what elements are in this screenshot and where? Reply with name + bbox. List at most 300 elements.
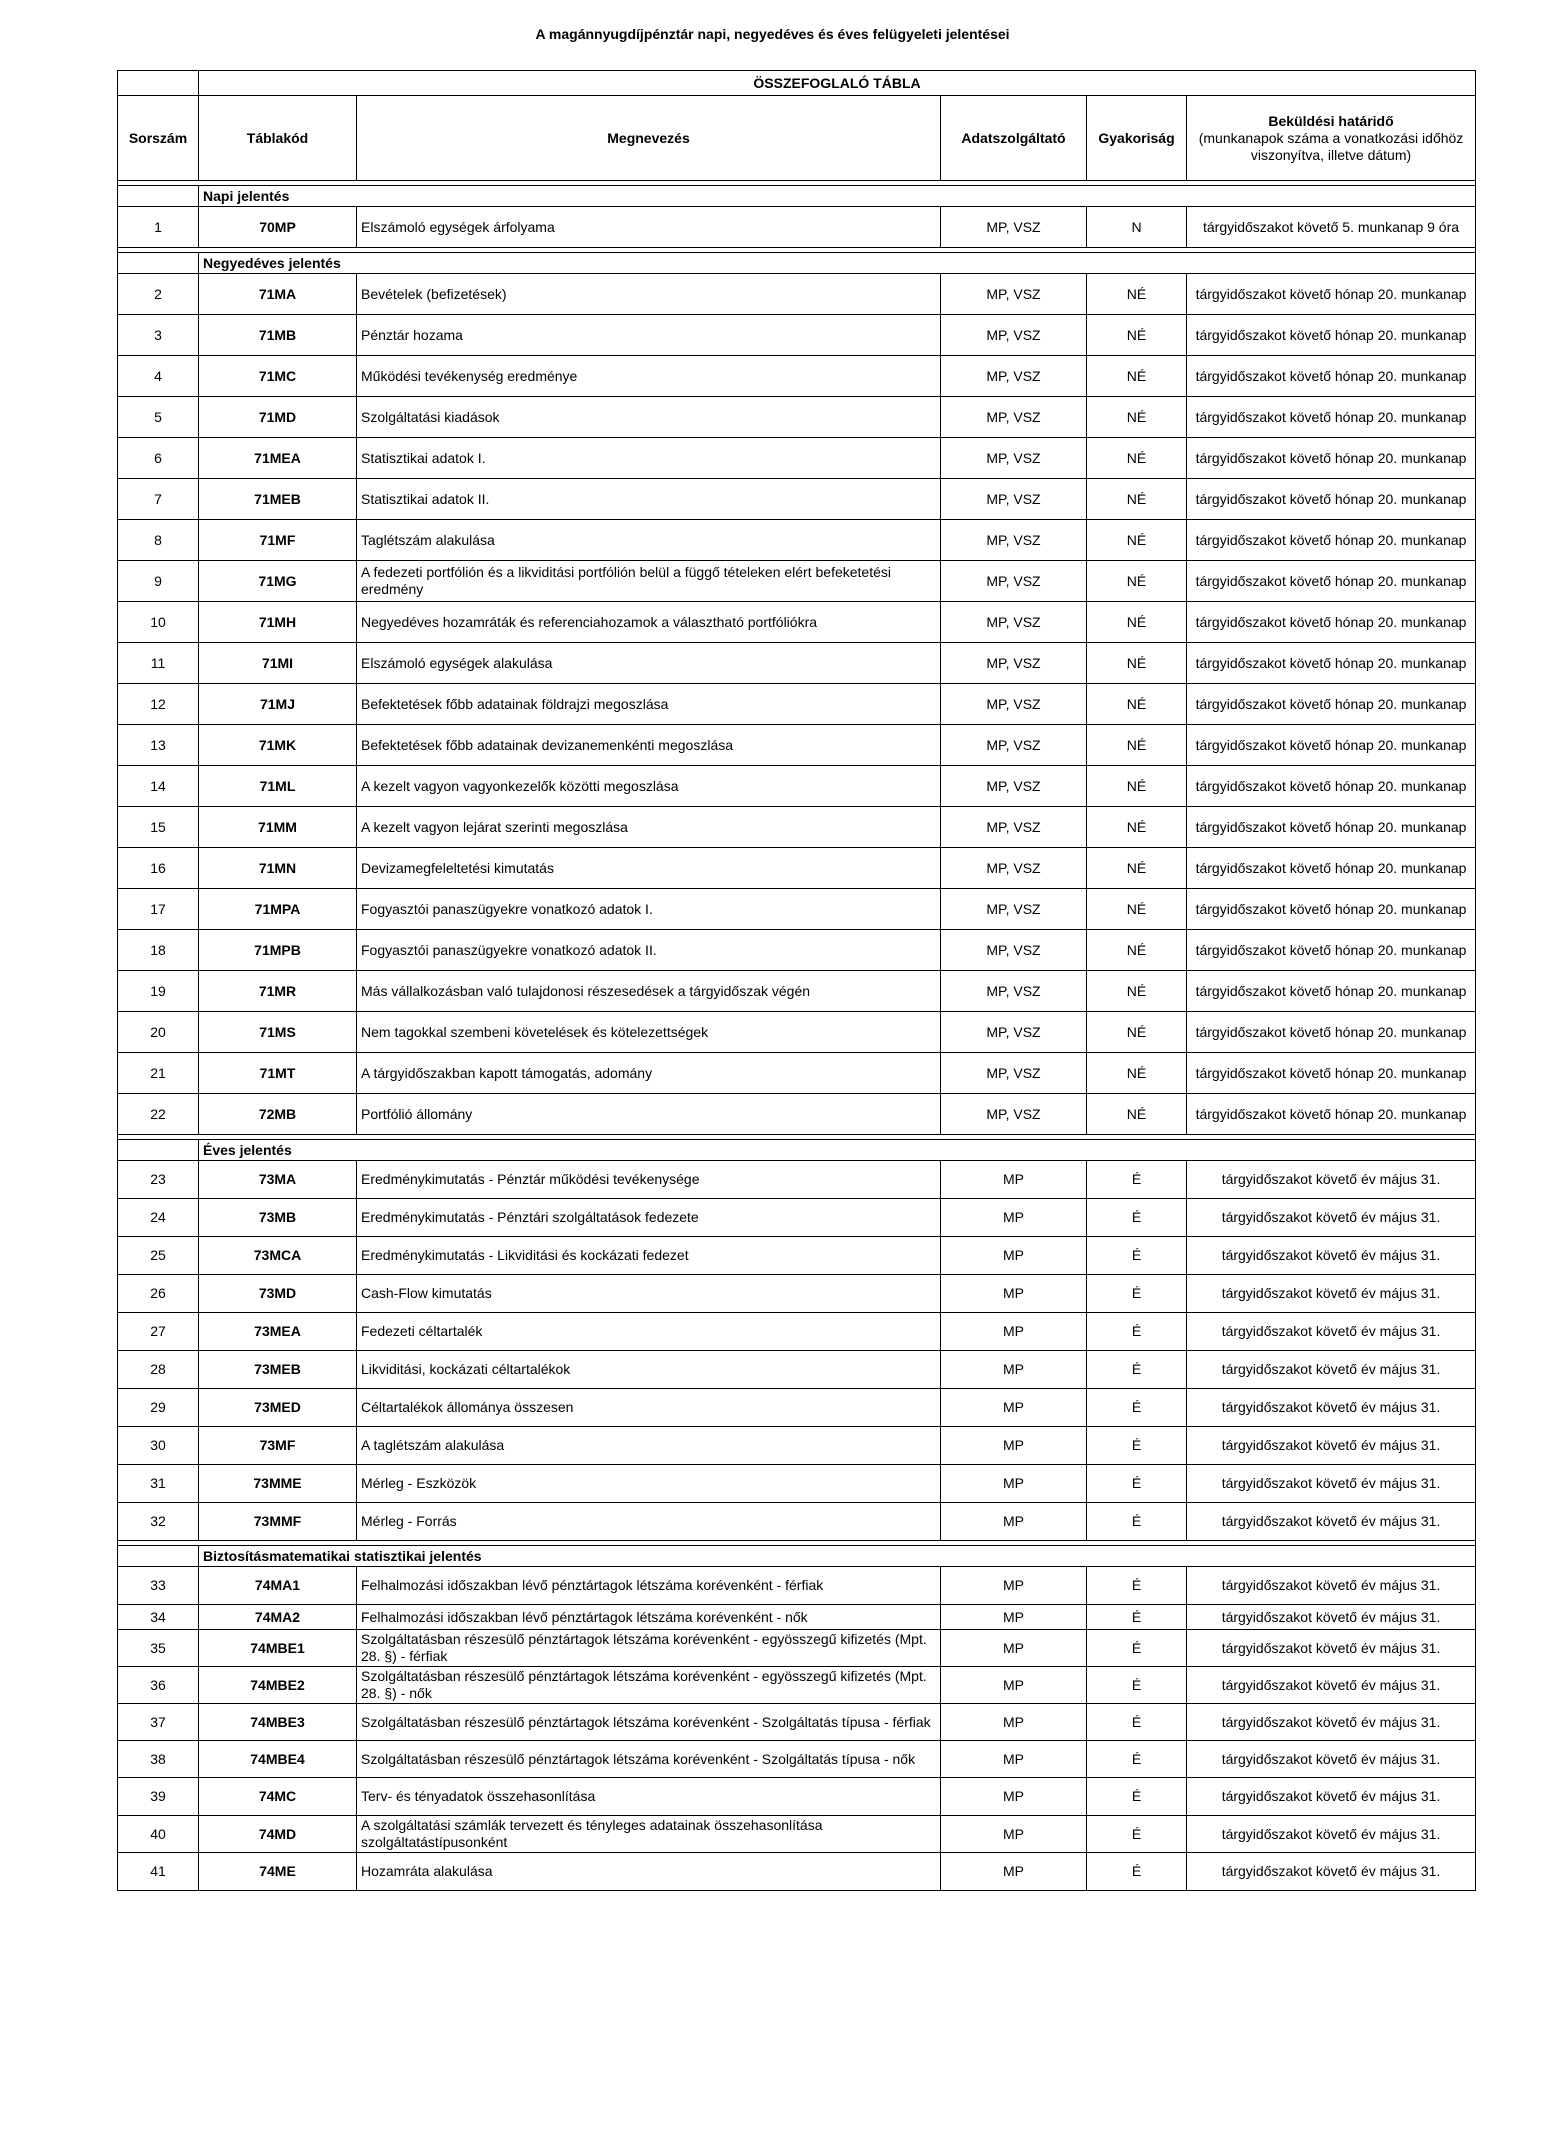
col-header-gyakorisag: Gyakoriság — [1087, 96, 1187, 181]
table-code: 71MEA — [199, 438, 357, 479]
col-header-megnevezes: Megnevezés — [357, 96, 941, 181]
data-provider: MP, VSZ — [941, 1012, 1087, 1053]
table-row — [118, 1816, 1476, 1853]
data-provider: MP, VSZ — [941, 848, 1087, 889]
submission-deadline: tárgyidőszakot követő év május 31. — [1187, 1704, 1476, 1741]
row-number: 19 — [118, 971, 199, 1012]
row-number: 18 — [118, 930, 199, 971]
report-name: Eredménykimutatás - Likviditási és kockázati fedezet — [357, 1237, 941, 1275]
table-code: 73MEA — [199, 1313, 357, 1351]
submission-deadline: tárgyidőszakot követő hónap 20. munkanap — [1187, 356, 1476, 397]
data-provider: MP — [941, 1704, 1087, 1741]
row-number: 9 — [118, 561, 199, 602]
frequency: É — [1087, 1313, 1187, 1351]
table-row — [118, 1778, 1476, 1816]
frequency: NÉ — [1087, 274, 1187, 315]
report-name: Statisztikai adatok II. — [357, 479, 941, 520]
table-row — [118, 1605, 1476, 1630]
data-provider: MP, VSZ — [941, 766, 1087, 807]
frequency: NÉ — [1087, 520, 1187, 561]
table-code: 71MEB — [199, 479, 357, 520]
table-row — [118, 397, 1476, 438]
submission-deadline: tárgyidőszakot követő év május 31. — [1187, 1313, 1476, 1351]
frequency: É — [1087, 1816, 1187, 1853]
report-name: Fogyasztói panaszügyekre vonatkozó adatok II. — [357, 930, 941, 971]
report-name: Bevételek (befizetések) — [357, 274, 941, 315]
table-code: 74MA1 — [199, 1567, 357, 1605]
submission-deadline: tárgyidőszakot követő év május 31. — [1187, 1567, 1476, 1605]
row-number: 5 — [118, 397, 199, 438]
data-provider: MP, VSZ — [941, 684, 1087, 725]
row-number: 35 — [118, 1630, 199, 1667]
row-number: 15 — [118, 807, 199, 848]
row-number: 7 — [118, 479, 199, 520]
submission-deadline: tárgyidőszakot követő hónap 20. munkanap — [1187, 971, 1476, 1012]
table-code: 71MA — [199, 274, 357, 315]
report-name: A fedezeti portfólión és a likviditási portfólión belül a függő tételeken elért befeketetési eredmény — [357, 561, 941, 602]
table-row — [118, 356, 1476, 397]
data-provider: MP, VSZ — [941, 930, 1087, 971]
data-provider: MP — [941, 1237, 1087, 1275]
row-number: 22 — [118, 1094, 199, 1135]
report-name: Pénztár hozama — [357, 315, 941, 356]
table-row — [118, 1389, 1476, 1427]
frequency: É — [1087, 1199, 1187, 1237]
frequency: É — [1087, 1605, 1187, 1630]
data-provider: MP, VSZ — [941, 274, 1087, 315]
submission-deadline: tárgyidőszakot követő hónap 20. munkanap — [1187, 889, 1476, 930]
table-code: 71MF — [199, 520, 357, 561]
row-number: 26 — [118, 1275, 199, 1313]
frequency: NÉ — [1087, 438, 1187, 479]
row-number: 34 — [118, 1605, 199, 1630]
data-provider: MP, VSZ — [941, 438, 1087, 479]
row-number: 21 — [118, 1053, 199, 1094]
column-header-row — [118, 96, 1476, 181]
report-name: Céltartalékok állománya összesen — [357, 1389, 941, 1427]
table-code: 74ME — [199, 1853, 357, 1891]
row-number: 40 — [118, 1816, 199, 1853]
table-code: 72MB — [199, 1094, 357, 1135]
report-name: Eredménykimutatás - Pénztár működési tevékenysége — [357, 1161, 941, 1199]
row-number: 10 — [118, 602, 199, 643]
frequency: NÉ — [1087, 479, 1187, 520]
data-provider: MP — [941, 1630, 1087, 1667]
frequency: É — [1087, 1161, 1187, 1199]
report-name: Mérleg - Forrás — [357, 1503, 941, 1541]
table-code: 71MJ — [199, 684, 357, 725]
row-number: 6 — [118, 438, 199, 479]
report-name: Mérleg - Eszközök — [357, 1465, 941, 1503]
frequency: NÉ — [1087, 356, 1187, 397]
data-provider: MP, VSZ — [941, 356, 1087, 397]
table-row — [118, 1053, 1476, 1094]
submission-deadline: tárgyidőszakot követő év május 31. — [1187, 1161, 1476, 1199]
row-number: 4 — [118, 356, 199, 397]
data-provider: MP, VSZ — [941, 315, 1087, 356]
table-row — [118, 1275, 1476, 1313]
frequency: NÉ — [1087, 766, 1187, 807]
submission-deadline: tárgyidőszakot követő hónap 20. munkanap — [1187, 1012, 1476, 1053]
submission-deadline: tárgyidőszakot követő év május 31. — [1187, 1275, 1476, 1313]
submission-deadline: tárgyidőszakot követő hónap 20. munkanap — [1187, 397, 1476, 438]
table-code: 71MPA — [199, 889, 357, 930]
table-row — [118, 1503, 1476, 1541]
table-code: 73MED — [199, 1389, 357, 1427]
data-provider: MP, VSZ — [941, 807, 1087, 848]
data-provider: MP — [941, 1667, 1087, 1704]
table-code: 74MBE1 — [199, 1630, 357, 1667]
row-number: 25 — [118, 1237, 199, 1275]
table-row — [118, 1741, 1476, 1778]
report-name: A taglétszám alakulása — [357, 1427, 941, 1465]
submission-deadline: tárgyidőszakot követő év május 31. — [1187, 1389, 1476, 1427]
section-title: Éves jelentés — [199, 1140, 1476, 1161]
submission-deadline: tárgyidőszakot követő 5. munkanap 9 óra — [1187, 207, 1476, 248]
col-header-sorszam: Sorszám — [118, 96, 199, 181]
report-name: Hozamráta alakulása — [357, 1853, 941, 1891]
section-title: Napi jelentés — [199, 186, 1476, 207]
row-number: 14 — [118, 766, 199, 807]
row-number: 3 — [118, 315, 199, 356]
report-name: Működési tevékenység eredménye — [357, 356, 941, 397]
data-provider: MP, VSZ — [941, 1094, 1087, 1135]
row-number: 1 — [118, 207, 199, 248]
row-number: 31 — [118, 1465, 199, 1503]
table-code: 71MK — [199, 725, 357, 766]
row-number: 38 — [118, 1741, 199, 1778]
table-row — [118, 438, 1476, 479]
table-row — [118, 1199, 1476, 1237]
table-row — [118, 1094, 1476, 1135]
table-code: 73MME — [199, 1465, 357, 1503]
col-header-hatarido — [1187, 96, 1476, 181]
data-provider: MP, VSZ — [941, 889, 1087, 930]
submission-deadline: tárgyidőszakot követő hónap 20. munkanap — [1187, 1053, 1476, 1094]
summary-header-blank — [118, 71, 199, 96]
report-name: A szolgáltatási számlák tervezett és tényleges adatainak összehasonlítása szolgáltatástípusonként — [357, 1816, 941, 1853]
report-name: Eredménykimutatás - Pénztári szolgáltatások fedezete — [357, 1199, 941, 1237]
row-number: 20 — [118, 1012, 199, 1053]
summary-table — [117, 70, 1476, 1891]
data-provider: MP, VSZ — [941, 520, 1087, 561]
frequency: NÉ — [1087, 1053, 1187, 1094]
section-header-row — [118, 1140, 1476, 1161]
submission-deadline: tárgyidőszakot követő hónap 20. munkanap — [1187, 807, 1476, 848]
row-number: 17 — [118, 889, 199, 930]
data-provider: MP — [941, 1465, 1087, 1503]
report-name: Fogyasztói panaszügyekre vonatkozó adatok I. — [357, 889, 941, 930]
frequency: NÉ — [1087, 315, 1187, 356]
report-name: Taglétszám alakulása — [357, 520, 941, 561]
table-code: 74MBE2 — [199, 1667, 357, 1704]
data-provider: MP, VSZ — [941, 479, 1087, 520]
table-code: 71MB — [199, 315, 357, 356]
row-number: 39 — [118, 1778, 199, 1816]
table-row — [118, 1465, 1476, 1503]
summary-header-row — [118, 71, 1476, 96]
frequency: É — [1087, 1853, 1187, 1891]
submission-deadline: tárgyidőszakot követő hónap 20. munkanap — [1187, 930, 1476, 971]
table-row — [118, 1351, 1476, 1389]
data-provider: MP — [941, 1351, 1087, 1389]
frequency: É — [1087, 1237, 1187, 1275]
col-header-hatarido-note: (munkanapok száma a vonatkozási időhöz viszonyítva, illetve dátum) — [1198, 129, 1464, 163]
data-provider: MP — [941, 1503, 1087, 1541]
row-number: 24 — [118, 1199, 199, 1237]
table-row — [118, 1313, 1476, 1351]
report-name: Szolgáltatásban részesülő pénztártagok létszáma korévenként - Szolgáltatás típusa - férfiak — [357, 1704, 941, 1741]
table-row — [118, 930, 1476, 971]
report-name: Szolgáltatási kiadások — [357, 397, 941, 438]
frequency: N — [1087, 207, 1187, 248]
submission-deadline: tárgyidőszakot követő év május 31. — [1187, 1199, 1476, 1237]
data-provider: MP — [941, 1389, 1087, 1427]
frequency: NÉ — [1087, 1012, 1187, 1053]
table-code: 73MF — [199, 1427, 357, 1465]
frequency: É — [1087, 1503, 1187, 1541]
page-title: A magánnyugdíjpénztár napi, negyedéves és éves felügyeleti jelentései — [535, 26, 1010, 42]
report-name: Felhalmozási időszakban lévő pénztártagok létszáma korévenként - nők — [357, 1605, 941, 1630]
data-provider: MP, VSZ — [941, 971, 1087, 1012]
frequency: NÉ — [1087, 971, 1187, 1012]
submission-deadline: tárgyidőszakot követő év május 31. — [1187, 1605, 1476, 1630]
col-header-hatarido-title: Beküldési határidő — [1268, 112, 1394, 129]
frequency: NÉ — [1087, 848, 1187, 889]
table-row — [118, 1427, 1476, 1465]
submission-deadline: tárgyidőszakot követő év május 31. — [1187, 1351, 1476, 1389]
report-name: Statisztikai adatok I. — [357, 438, 941, 479]
section-header-row — [118, 186, 1476, 207]
submission-deadline: tárgyidőszakot követő hónap 20. munkanap — [1187, 643, 1476, 684]
submission-deadline: tárgyidőszakot követő év május 31. — [1187, 1667, 1476, 1704]
table-row — [118, 643, 1476, 684]
submission-deadline: tárgyidőszakot követő hónap 20. munkanap — [1187, 561, 1476, 602]
table-code: 71MM — [199, 807, 357, 848]
submission-deadline: tárgyidőszakot követő hónap 20. munkanap — [1187, 602, 1476, 643]
section-header-row — [118, 253, 1476, 274]
summary-title: ÖSSZEFOGLALÓ TÁBLA — [199, 71, 1476, 96]
table-code: 73MMF — [199, 1503, 357, 1541]
table-code: 73MCA — [199, 1237, 357, 1275]
section-header-blank — [118, 1140, 199, 1161]
table-row — [118, 479, 1476, 520]
table-code: 74MD — [199, 1816, 357, 1853]
frequency: É — [1087, 1465, 1187, 1503]
row-number: 13 — [118, 725, 199, 766]
section-title: Negyedéves jelentés — [199, 253, 1476, 274]
report-name: A tárgyidőszakban kapott támogatás, adomány — [357, 1053, 941, 1094]
report-name: Likviditási, kockázati céltartalékok — [357, 1351, 941, 1389]
table-row — [118, 561, 1476, 602]
frequency: NÉ — [1087, 602, 1187, 643]
table-row — [118, 848, 1476, 889]
section-header-blank — [118, 1546, 199, 1567]
table-code: 74MBE4 — [199, 1741, 357, 1778]
report-name: Elszámoló egységek árfolyama — [357, 207, 941, 248]
table-code: 71MR — [199, 971, 357, 1012]
report-name: Portfólió állomány — [357, 1094, 941, 1135]
frequency: É — [1087, 1630, 1187, 1667]
table-row — [118, 520, 1476, 561]
submission-deadline: tárgyidőszakot követő hónap 20. munkanap — [1187, 479, 1476, 520]
row-number: 36 — [118, 1667, 199, 1704]
table-code: 74MBE3 — [199, 1704, 357, 1741]
table-code: 71MPB — [199, 930, 357, 971]
frequency: É — [1087, 1351, 1187, 1389]
data-provider: MP, VSZ — [941, 602, 1087, 643]
table-row — [118, 684, 1476, 725]
data-provider: MP, VSZ — [941, 1053, 1087, 1094]
table-code: 71MH — [199, 602, 357, 643]
frequency: NÉ — [1087, 684, 1187, 725]
row-number: 16 — [118, 848, 199, 889]
data-provider: MP — [941, 1567, 1087, 1605]
submission-deadline: tárgyidőszakot követő év május 31. — [1187, 1816, 1476, 1853]
report-name: Szolgáltatásban részesülő pénztártagok létszáma korévenként - Szolgáltatás típusa - nők — [357, 1741, 941, 1778]
submission-deadline: tárgyidőszakot követő év május 31. — [1187, 1465, 1476, 1503]
submission-deadline: tárgyidőszakot követő hónap 20. munkanap — [1187, 438, 1476, 479]
submission-deadline: tárgyidőszakot követő év május 31. — [1187, 1741, 1476, 1778]
submission-deadline: tárgyidőszakot követő hónap 20. munkanap — [1187, 1094, 1476, 1135]
frequency: É — [1087, 1704, 1187, 1741]
row-number: 8 — [118, 520, 199, 561]
submission-deadline: tárgyidőszakot követő év május 31. — [1187, 1427, 1476, 1465]
report-name: Más vállalkozásban való tulajdonosi részesedések a tárgyidőszak végén — [357, 971, 941, 1012]
submission-deadline: tárgyidőszakot követő év május 31. — [1187, 1853, 1476, 1891]
frequency: É — [1087, 1427, 1187, 1465]
submission-deadline: tárgyidőszakot követő hónap 20. munkanap — [1187, 520, 1476, 561]
submission-deadline: tárgyidőszakot követő hónap 20. munkanap — [1187, 274, 1476, 315]
frequency: É — [1087, 1741, 1187, 1778]
data-provider: MP, VSZ — [941, 725, 1087, 766]
report-name: A kezelt vagyon lejárat szerinti megoszlása — [357, 807, 941, 848]
report-name: Terv- és tényadatok összehasonlítása — [357, 1778, 941, 1816]
report-name: Nem tagokkal szembeni követelések és kötelezettségek — [357, 1012, 941, 1053]
table-row — [118, 1161, 1476, 1199]
table-row — [118, 766, 1476, 807]
report-name: Szolgáltatásban részesülő pénztártagok létszáma korévenként - egyösszegű kifizetés (Mpt. 28. §) - nők — [357, 1667, 941, 1704]
report-name: Befektetések főbb adatainak földrajzi megoszlása — [357, 684, 941, 725]
data-provider: MP — [941, 1313, 1087, 1351]
row-number: 11 — [118, 643, 199, 684]
table-row — [118, 1237, 1476, 1275]
data-provider: MP — [941, 1199, 1087, 1237]
submission-deadline: tárgyidőszakot követő hónap 20. munkanap — [1187, 766, 1476, 807]
table-row — [118, 1630, 1476, 1667]
table-row — [118, 602, 1476, 643]
frequency: NÉ — [1087, 725, 1187, 766]
table-code: 71MC — [199, 356, 357, 397]
frequency: NÉ — [1087, 930, 1187, 971]
table-code: 71MN — [199, 848, 357, 889]
table-row — [118, 315, 1476, 356]
table-row — [118, 971, 1476, 1012]
table-row — [118, 207, 1476, 248]
table-row — [118, 725, 1476, 766]
data-provider: MP — [941, 1605, 1087, 1630]
table-code: 71MI — [199, 643, 357, 684]
section-header-row — [118, 1546, 1476, 1567]
data-provider: MP — [941, 1778, 1087, 1816]
data-provider: MP — [941, 1275, 1087, 1313]
report-name: Negyedéves hozamráták és referenciahozamok a választható portfóliókra — [357, 602, 941, 643]
section-title: Biztosításmatematikai statisztikai jelentés — [199, 1546, 1476, 1567]
table-row — [118, 1704, 1476, 1741]
frequency: É — [1087, 1567, 1187, 1605]
data-provider: MP — [941, 1816, 1087, 1853]
table-code: 71MG — [199, 561, 357, 602]
table-code: 71ML — [199, 766, 357, 807]
report-name: A kezelt vagyon vagyonkezelők közötti megoszlása — [357, 766, 941, 807]
frequency: NÉ — [1087, 561, 1187, 602]
report-name: Devizamegfeleltetési kimutatás — [357, 848, 941, 889]
frequency: É — [1087, 1275, 1187, 1313]
section-header-blank — [118, 186, 199, 207]
data-provider: MP, VSZ — [941, 207, 1087, 248]
data-provider: MP — [941, 1427, 1087, 1465]
table-code: 71MD — [199, 397, 357, 438]
row-number: 33 — [118, 1567, 199, 1605]
submission-deadline: tárgyidőszakot követő hónap 20. munkanap — [1187, 315, 1476, 356]
table-code: 74MA2 — [199, 1605, 357, 1630]
report-name: Szolgáltatásban részesülő pénztártagok létszáma korévenként - egyösszegű kifizetés (Mpt. 28. §) - férfiak — [357, 1630, 941, 1667]
table-row — [118, 1667, 1476, 1704]
row-number: 37 — [118, 1704, 199, 1741]
submission-deadline: tárgyidőszakot követő hónap 20. munkanap — [1187, 848, 1476, 889]
table-code: 71MT — [199, 1053, 357, 1094]
frequency: NÉ — [1087, 1094, 1187, 1135]
table-code: 74MC — [199, 1778, 357, 1816]
table-code: 71MS — [199, 1012, 357, 1053]
report-name: Cash-Flow kimutatás — [357, 1275, 941, 1313]
data-provider: MP, VSZ — [941, 397, 1087, 438]
frequency: NÉ — [1087, 397, 1187, 438]
frequency: É — [1087, 1667, 1187, 1704]
row-number: 2 — [118, 274, 199, 315]
table-code: 73MB — [199, 1199, 357, 1237]
row-number: 27 — [118, 1313, 199, 1351]
table-row — [118, 889, 1476, 930]
data-provider: MP — [941, 1741, 1087, 1778]
submission-deadline: tárgyidőszakot követő év május 31. — [1187, 1237, 1476, 1275]
section-header-blank — [118, 253, 199, 274]
row-number: 41 — [118, 1853, 199, 1891]
row-number: 30 — [118, 1427, 199, 1465]
submission-deadline: tárgyidőszakot követő év május 31. — [1187, 1630, 1476, 1667]
data-provider: MP, VSZ — [941, 561, 1087, 602]
frequency: NÉ — [1087, 643, 1187, 684]
data-provider: MP — [941, 1853, 1087, 1891]
row-number: 23 — [118, 1161, 199, 1199]
row-number: 12 — [118, 684, 199, 725]
col-header-tablakod: Táblakód — [199, 96, 357, 181]
col-header-adatszolgaltato: Adatszolgáltató — [941, 96, 1087, 181]
table-row — [118, 1012, 1476, 1053]
row-number: 29 — [118, 1389, 199, 1427]
frequency: É — [1087, 1778, 1187, 1816]
frequency: NÉ — [1087, 807, 1187, 848]
table-code: 70MP — [199, 207, 357, 248]
report-name: Befektetések főbb adatainak devizanemenkénti megoszlása — [357, 725, 941, 766]
submission-deadline: tárgyidőszakot követő hónap 20. munkanap — [1187, 725, 1476, 766]
report-name: Felhalmozási időszakban lévő pénztártagok létszáma korévenként - férfiak — [357, 1567, 941, 1605]
report-name: Fedezeti céltartalék — [357, 1313, 941, 1351]
data-provider: MP — [941, 1161, 1087, 1199]
report-name: Elszámoló egységek alakulása — [357, 643, 941, 684]
frequency: NÉ — [1087, 889, 1187, 930]
table-code: 73MEB — [199, 1351, 357, 1389]
